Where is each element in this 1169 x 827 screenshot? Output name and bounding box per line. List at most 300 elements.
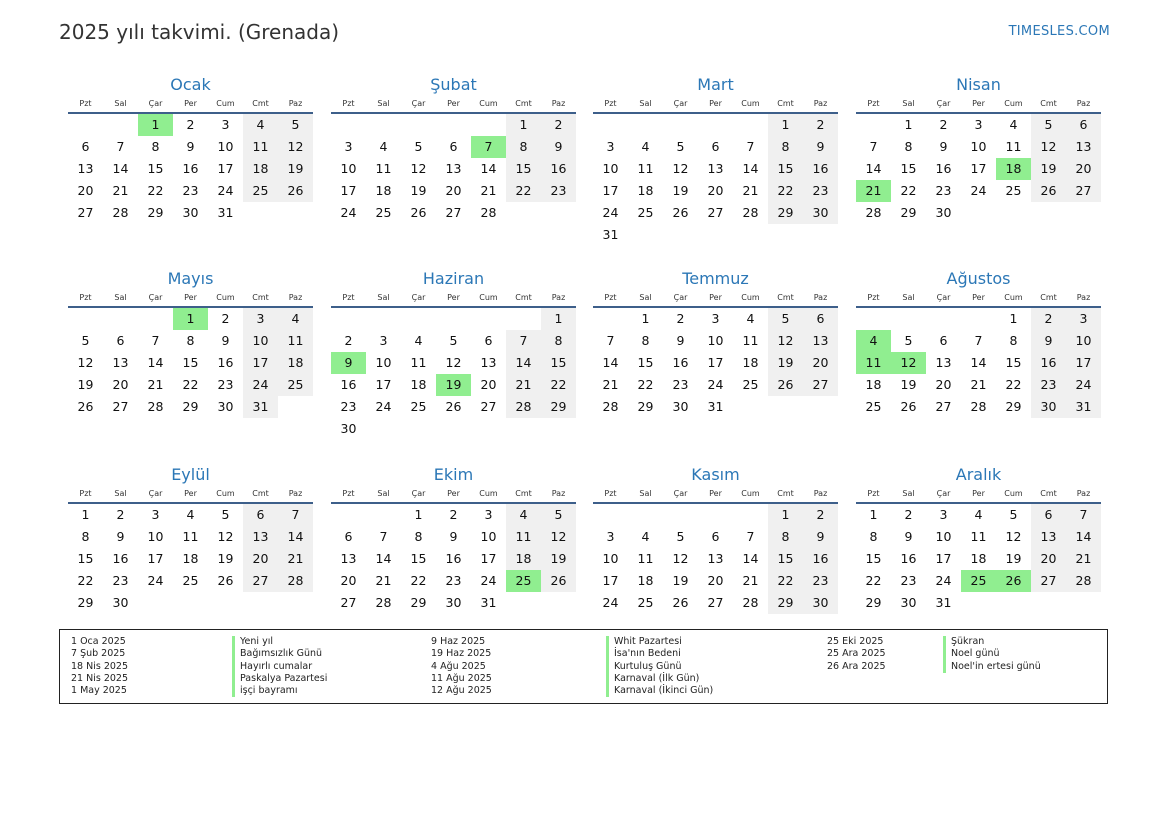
day-cell: 9 bbox=[939, 139, 948, 154]
day-cell: 7 bbox=[1066, 504, 1101, 526]
day-cell: 2 bbox=[344, 333, 353, 348]
day-cell: 24 bbox=[935, 573, 952, 588]
weekday-label: Cum bbox=[479, 489, 498, 498]
day-cell: 7 bbox=[151, 333, 160, 348]
day-cell: 2 bbox=[449, 507, 458, 522]
day-cell: 30 bbox=[803, 592, 838, 614]
day-cell: 8 bbox=[541, 330, 576, 352]
weekday-label: Sal bbox=[114, 489, 127, 498]
day-cell: 2 bbox=[676, 311, 685, 326]
month-name: Kasım bbox=[691, 465, 740, 484]
holiday-day-cell: 25 bbox=[961, 570, 996, 592]
empty-cell bbox=[68, 308, 103, 330]
weekday-label: Sal bbox=[114, 293, 127, 302]
day-cell: 13 bbox=[480, 355, 497, 370]
day-cell: 29 bbox=[147, 205, 164, 220]
day-cell: 12 bbox=[1031, 136, 1066, 158]
day-cell: 14 bbox=[742, 551, 759, 566]
day-cell: 1 bbox=[414, 507, 423, 522]
day-cell: 22 bbox=[768, 570, 803, 592]
day-cell: 1 bbox=[768, 114, 803, 136]
day-cell: 14 bbox=[278, 526, 313, 548]
weekday-label: Sal bbox=[377, 293, 390, 302]
day-cell: 3 bbox=[243, 308, 278, 330]
empty-cell bbox=[506, 308, 541, 330]
day-cell: 20 bbox=[803, 352, 838, 374]
weekday-label: Cmt bbox=[777, 293, 794, 302]
day-cell: 30 bbox=[672, 399, 689, 414]
day-cell: 15 bbox=[541, 352, 576, 374]
day-grid bbox=[331, 308, 576, 440]
month-name: Mart bbox=[697, 75, 734, 94]
legend-date: 4 Ağu 2025 bbox=[431, 660, 486, 672]
day-cell: 24 bbox=[243, 374, 278, 396]
day-cell: 9 bbox=[449, 529, 458, 544]
day-cell: 12 bbox=[217, 529, 234, 544]
legend-date: 9 Haz 2025 bbox=[431, 636, 486, 647]
weekday-label: Cum bbox=[1004, 489, 1023, 498]
day-cell: 22 bbox=[410, 573, 427, 588]
legend-date: 7 Şub 2025 bbox=[71, 648, 126, 660]
day-grid bbox=[331, 114, 576, 224]
day-grid bbox=[593, 114, 838, 246]
day-cell: 8 bbox=[506, 136, 541, 158]
day-cell: 11 bbox=[637, 551, 654, 566]
day-cell: 30 bbox=[803, 202, 838, 224]
day-cell: 7 bbox=[278, 504, 313, 526]
day-cell: 29 bbox=[637, 399, 654, 414]
day-cell: 11 bbox=[182, 529, 199, 544]
day-cell: 12 bbox=[541, 526, 576, 548]
empty-cell bbox=[331, 504, 366, 526]
empty-cell bbox=[436, 308, 471, 330]
day-cell: 18 bbox=[637, 573, 654, 588]
day-cell: 25 bbox=[278, 374, 313, 396]
day-cell: 12 bbox=[77, 355, 94, 370]
day-cell: 14 bbox=[1066, 526, 1101, 548]
day-cell: 7 bbox=[869, 139, 878, 154]
weekday-label: Cmt bbox=[252, 293, 269, 302]
day-cell: 5 bbox=[221, 507, 230, 522]
empty-cell bbox=[698, 114, 733, 136]
day-cell: 9 bbox=[904, 529, 913, 544]
weekday-header bbox=[593, 290, 838, 308]
weekday-label: Per bbox=[447, 99, 460, 108]
day-cell: 23 bbox=[112, 573, 129, 588]
weekday-label: Cmt bbox=[777, 99, 794, 108]
day-cell: 8 bbox=[81, 529, 90, 544]
day-cell: 16 bbox=[935, 161, 952, 176]
month-name: Şubat bbox=[430, 75, 477, 94]
day-cell: 13 bbox=[935, 355, 952, 370]
day-cell: 7 bbox=[746, 139, 755, 154]
day-cell: 10 bbox=[935, 529, 952, 544]
day-cell: 16 bbox=[803, 158, 838, 180]
legend-date: 12 Ağu 2025 bbox=[431, 685, 492, 697]
day-cell: 15 bbox=[768, 548, 803, 570]
day-cell: 23 bbox=[803, 180, 838, 202]
day-cell: 26 bbox=[77, 399, 94, 414]
day-cell: 28 bbox=[506, 396, 541, 418]
day-cell: 1 bbox=[1009, 311, 1018, 326]
day-cell: 5 bbox=[1009, 507, 1018, 522]
day-cell: 5 bbox=[541, 504, 576, 526]
weekday-label: Pzt bbox=[342, 293, 355, 302]
month-name: Ocak bbox=[170, 75, 211, 94]
empty-cell bbox=[663, 114, 698, 136]
day-cell: 3 bbox=[974, 117, 983, 132]
day-cell: 8 bbox=[869, 529, 878, 544]
weekday-label: Sal bbox=[902, 293, 915, 302]
legend-date: 1 Oca 2025 bbox=[71, 636, 126, 647]
day-cell: 21 bbox=[602, 377, 619, 392]
day-cell: 18 bbox=[970, 551, 987, 566]
day-cell: 31 bbox=[707, 399, 724, 414]
day-cell: 24 bbox=[375, 399, 392, 414]
day-cell: 14 bbox=[865, 161, 882, 176]
day-cell: 28 bbox=[480, 205, 497, 220]
day-cell: 17 bbox=[217, 161, 234, 176]
day-cell: 8 bbox=[1009, 333, 1018, 348]
day-cell: 17 bbox=[602, 573, 619, 588]
day-cell: 21 bbox=[480, 183, 497, 198]
day-cell: 22 bbox=[1005, 377, 1022, 392]
day-cell: 17 bbox=[375, 377, 392, 392]
empty-cell bbox=[926, 308, 961, 330]
month-name: Aralık bbox=[955, 465, 1002, 484]
day-cell: 1 bbox=[641, 311, 650, 326]
empty-cell bbox=[471, 114, 506, 136]
day-cell: 9 bbox=[186, 139, 195, 154]
day-cell: 3 bbox=[939, 507, 948, 522]
day-cell: 3 bbox=[379, 333, 388, 348]
weekday-label: Cmt bbox=[777, 489, 794, 498]
day-cell: 11 bbox=[506, 526, 541, 548]
day-cell: 6 bbox=[711, 139, 720, 154]
day-cell: 12 bbox=[768, 330, 803, 352]
day-cell: 12 bbox=[672, 161, 689, 176]
month-block bbox=[331, 74, 576, 224]
day-cell: 1 bbox=[506, 114, 541, 136]
day-cell: 3 bbox=[711, 311, 720, 326]
day-cell: 31 bbox=[243, 396, 278, 418]
weekday-label: Sal bbox=[114, 99, 127, 108]
legend-names bbox=[606, 636, 713, 697]
day-cell: 13 bbox=[707, 161, 724, 176]
weekday-label: Sal bbox=[377, 99, 390, 108]
day-cell: 14 bbox=[147, 355, 164, 370]
month-block bbox=[68, 268, 313, 418]
month-block bbox=[593, 268, 838, 418]
empty-cell bbox=[593, 504, 628, 526]
day-grid bbox=[68, 504, 313, 614]
day-cell: 5 bbox=[278, 114, 313, 136]
day-cell: 27 bbox=[77, 205, 94, 220]
day-cell: 13 bbox=[803, 330, 838, 352]
weekday-label: Cum bbox=[741, 99, 760, 108]
day-cell: 4 bbox=[186, 507, 195, 522]
day-cell: 31 bbox=[217, 205, 234, 220]
day-cell: 28 bbox=[375, 595, 392, 610]
empty-cell bbox=[891, 308, 926, 330]
day-cell: 25 bbox=[637, 205, 654, 220]
day-cell: 30 bbox=[935, 205, 952, 220]
day-cell: 5 bbox=[904, 333, 913, 348]
day-cell: 9 bbox=[541, 136, 576, 158]
weekday-label: Per bbox=[709, 99, 722, 108]
day-cell: 15 bbox=[637, 355, 654, 370]
day-cell: 25 bbox=[865, 399, 882, 414]
day-cell: 30 bbox=[1031, 396, 1066, 418]
day-cell: 21 bbox=[278, 548, 313, 570]
day-cell: 27 bbox=[935, 399, 952, 414]
day-cell: 22 bbox=[768, 180, 803, 202]
legend-date: 21 Nis 2025 bbox=[71, 672, 128, 684]
day-cell: 6 bbox=[1031, 504, 1066, 526]
day-cell: 11 bbox=[1005, 139, 1022, 154]
day-cell: 10 bbox=[970, 139, 987, 154]
weekday-label: Çar bbox=[936, 99, 951, 108]
holiday-day-cell: 1 bbox=[173, 308, 208, 330]
day-cell: 10 bbox=[147, 529, 164, 544]
day-grid bbox=[68, 114, 313, 224]
weekday-label: Pzt bbox=[79, 293, 92, 302]
empty-cell bbox=[733, 114, 768, 136]
day-cell: 27 bbox=[112, 399, 129, 414]
day-cell: 26 bbox=[768, 374, 803, 396]
day-cell: 11 bbox=[410, 355, 427, 370]
day-cell: 15 bbox=[410, 551, 427, 566]
day-cell: 20 bbox=[935, 377, 952, 392]
weekday-label: Sal bbox=[639, 489, 652, 498]
day-cell: 18 bbox=[865, 377, 882, 392]
day-cell: 24 bbox=[707, 377, 724, 392]
empty-cell bbox=[733, 504, 768, 526]
day-cell: 29 bbox=[768, 202, 803, 224]
day-cell: 22 bbox=[506, 180, 541, 202]
day-cell: 28 bbox=[1066, 570, 1101, 592]
weekday-header bbox=[331, 486, 576, 504]
day-cell: 4 bbox=[641, 139, 650, 154]
day-cell: 18 bbox=[182, 551, 199, 566]
holiday-day-cell: 11 bbox=[856, 352, 891, 374]
day-cell: 30 bbox=[217, 399, 234, 414]
weekday-header bbox=[331, 96, 576, 114]
weekday-label: Cmt bbox=[515, 293, 532, 302]
day-cell: 4 bbox=[506, 504, 541, 526]
day-cell: 23 bbox=[672, 377, 689, 392]
month-name: Mayıs bbox=[167, 269, 214, 288]
day-cell: 25 bbox=[1005, 183, 1022, 198]
day-cell: 17 bbox=[970, 161, 987, 176]
day-cell: 18 bbox=[410, 377, 427, 392]
empty-cell bbox=[593, 308, 628, 330]
day-cell: 12 bbox=[278, 136, 313, 158]
day-cell: 17 bbox=[480, 551, 497, 566]
weekday-label: Pzt bbox=[867, 489, 880, 498]
day-cell: 8 bbox=[768, 136, 803, 158]
weekday-label: Cum bbox=[741, 489, 760, 498]
weekday-label: Cmt bbox=[515, 99, 532, 108]
empty-cell bbox=[856, 308, 891, 330]
empty-cell bbox=[103, 114, 138, 136]
weekday-label: Pzt bbox=[604, 99, 617, 108]
empty-cell bbox=[366, 308, 401, 330]
day-cell: 19 bbox=[1031, 158, 1066, 180]
legend-holiday-name: Bağımsızlık Günü bbox=[232, 648, 327, 660]
day-cell: 10 bbox=[480, 529, 497, 544]
day-grid bbox=[593, 308, 838, 418]
day-cell: 10 bbox=[375, 355, 392, 370]
day-cell: 2 bbox=[939, 117, 948, 132]
day-cell: 20 bbox=[340, 573, 357, 588]
weekday-label: Per bbox=[709, 489, 722, 498]
weekday-label: Cum bbox=[1004, 293, 1023, 302]
day-cell: 20 bbox=[243, 548, 278, 570]
month-name: Temmuz bbox=[682, 269, 749, 288]
day-cell: 22 bbox=[77, 573, 94, 588]
day-cell: 24 bbox=[602, 595, 619, 610]
weekday-label: Cmt bbox=[252, 489, 269, 498]
day-cell: 22 bbox=[637, 377, 654, 392]
day-cell: 6 bbox=[344, 529, 353, 544]
day-cell: 4 bbox=[1009, 117, 1018, 132]
day-cell: 2 bbox=[221, 311, 230, 326]
legend-names bbox=[943, 636, 1041, 673]
legend-date: 25 Ara 2025 bbox=[827, 648, 886, 660]
day-cell: 17 bbox=[707, 355, 724, 370]
holiday-day-cell: 9 bbox=[331, 352, 366, 374]
day-cell: 14 bbox=[112, 161, 129, 176]
day-cell: 14 bbox=[970, 355, 987, 370]
legend-holiday-name: Noel günü bbox=[943, 648, 1041, 660]
day-cell: 9 bbox=[676, 333, 685, 348]
day-cell: 26 bbox=[278, 180, 313, 202]
legend-holiday-name: Kurtuluş Günü bbox=[606, 661, 713, 673]
legend-holiday-name: işçi bayramı bbox=[232, 685, 327, 697]
weekday-label: Per bbox=[184, 99, 197, 108]
day-cell: 25 bbox=[375, 205, 392, 220]
day-cell: 14 bbox=[602, 355, 619, 370]
day-cell: 30 bbox=[112, 595, 129, 610]
weekday-label: Paz bbox=[551, 489, 566, 498]
day-cell: 15 bbox=[768, 158, 803, 180]
weekday-label: Paz bbox=[1076, 293, 1091, 302]
day-cell: 3 bbox=[484, 507, 493, 522]
day-cell: 15 bbox=[77, 551, 94, 566]
day-cell: 21 bbox=[375, 573, 392, 588]
weekday-label: Sal bbox=[902, 489, 915, 498]
month-name: Nisan bbox=[956, 75, 1001, 94]
holiday-day-cell: 21 bbox=[856, 180, 891, 202]
day-cell: 18 bbox=[243, 158, 278, 180]
weekday-label: Cmt bbox=[1040, 293, 1057, 302]
day-cell: 3 bbox=[221, 117, 230, 132]
month-block bbox=[593, 464, 838, 614]
legend-date: 26 Ara 2025 bbox=[827, 660, 886, 672]
day-grid bbox=[68, 308, 313, 418]
day-cell: 28 bbox=[742, 595, 759, 610]
day-cell: 30 bbox=[182, 205, 199, 220]
legend-dates bbox=[431, 636, 492, 697]
day-cell: 29 bbox=[768, 592, 803, 614]
day-grid bbox=[856, 308, 1101, 418]
day-cell: 19 bbox=[672, 183, 689, 198]
weekday-label: Pzt bbox=[342, 489, 355, 498]
holiday-day-cell: 7 bbox=[471, 136, 506, 158]
empty-cell bbox=[856, 114, 891, 136]
day-cell: 20 bbox=[1031, 548, 1066, 570]
weekday-label: Paz bbox=[551, 293, 566, 302]
weekday-label: Sal bbox=[639, 293, 652, 302]
weekday-label: Çar bbox=[936, 293, 951, 302]
day-cell: 5 bbox=[768, 308, 803, 330]
weekday-header bbox=[856, 96, 1101, 114]
day-cell: 23 bbox=[900, 573, 917, 588]
day-cell: 27 bbox=[243, 570, 278, 592]
weekday-label: Per bbox=[709, 293, 722, 302]
day-cell: 20 bbox=[77, 183, 94, 198]
day-cell: 1 bbox=[869, 507, 878, 522]
day-cell: 3 bbox=[1066, 308, 1101, 330]
day-cell: 13 bbox=[1066, 136, 1101, 158]
weekday-label: Sal bbox=[902, 99, 915, 108]
day-cell: 23 bbox=[1031, 374, 1066, 396]
day-cell: 11 bbox=[637, 161, 654, 176]
day-cell: 6 bbox=[711, 529, 720, 544]
day-cell: 14 bbox=[480, 161, 497, 176]
day-cell: 16 bbox=[803, 548, 838, 570]
day-cell: 28 bbox=[742, 205, 759, 220]
day-cell: 4 bbox=[414, 333, 423, 348]
day-grid bbox=[593, 504, 838, 614]
day-cell: 11 bbox=[742, 333, 759, 348]
weekday-header bbox=[68, 290, 313, 308]
day-cell: 28 bbox=[147, 399, 164, 414]
weekday-label: Çar bbox=[673, 293, 688, 302]
weekday-label: Per bbox=[447, 293, 460, 302]
day-cell: 18 bbox=[742, 355, 759, 370]
weekday-label: Per bbox=[972, 99, 985, 108]
weekday-label: Çar bbox=[936, 489, 951, 498]
day-cell: 11 bbox=[375, 161, 392, 176]
day-cell: 24 bbox=[1066, 374, 1101, 396]
day-cell: 26 bbox=[672, 595, 689, 610]
weekday-label: Sal bbox=[639, 99, 652, 108]
day-cell: 20 bbox=[112, 377, 129, 392]
day-cell: 7 bbox=[116, 139, 125, 154]
day-cell: 29 bbox=[182, 399, 199, 414]
day-cell: 31 bbox=[480, 595, 497, 610]
day-cell: 8 bbox=[904, 139, 913, 154]
weekday-label: Cmt bbox=[252, 99, 269, 108]
weekday-label: Çar bbox=[673, 99, 688, 108]
brand-link[interactable]: TIMESLES.COM bbox=[1008, 24, 1110, 39]
empty-cell bbox=[593, 114, 628, 136]
day-cell: 6 bbox=[449, 139, 458, 154]
weekday-label: Pzt bbox=[604, 293, 617, 302]
day-cell: 11 bbox=[243, 136, 278, 158]
weekday-header bbox=[856, 486, 1101, 504]
day-cell: 26 bbox=[541, 570, 576, 592]
legend-holiday-name: Noel'in ertesi günü bbox=[943, 661, 1041, 673]
day-cell: 19 bbox=[541, 548, 576, 570]
empty-cell bbox=[436, 114, 471, 136]
day-cell: 30 bbox=[445, 595, 462, 610]
day-cell: 6 bbox=[939, 333, 948, 348]
weekday-label: Pzt bbox=[867, 99, 880, 108]
day-cell: 27 bbox=[707, 205, 724, 220]
